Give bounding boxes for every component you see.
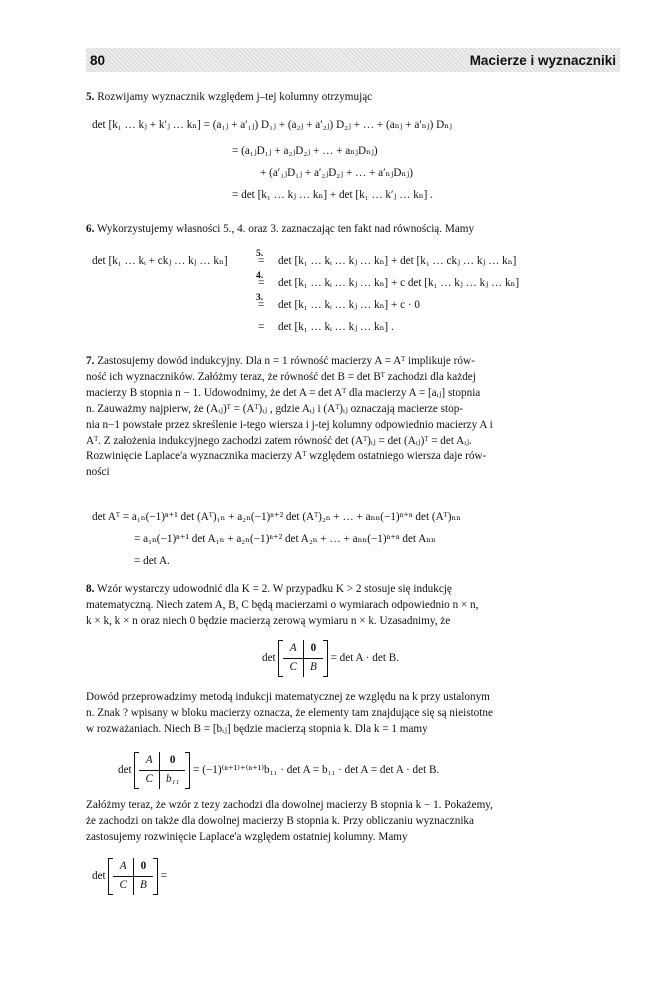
- paragraph-7-line-1: Zastosujemy dowód indukcyjny. Dla n = 1 równość macierzy A = Aᵀ implikuje rów-: [97, 355, 475, 367]
- det-label-3: det: [92, 869, 106, 882]
- paragraph-8: [86, 582, 620, 630]
- block-matrix-1: [278, 640, 327, 677]
- equation-6-label-3: 3.: [256, 293, 264, 303]
- equation-7-line-2: = a₁ₙ(−1)ⁿ⁺¹ det A₁ₙ + a₂ₙ(−1)ⁿ⁺² det A₂ₙ + … + aₙₙ(−1)ⁿ⁺ⁿ det Aₙₙ: [134, 533, 436, 545]
- block3-b: B: [139, 878, 147, 891]
- block2-b11: b₁₁: [165, 772, 180, 785]
- equation-8-block: [262, 640, 399, 677]
- equation-7-line-1: det Aᵀ = a₁ₙ(−1)ⁿ⁺¹ det (Aᵀ)₁ₙ + a₂ₙ(−1)ⁿ⁺² det (Aᵀ)₂ₙ + … + aₙₙ(−1)ⁿ⁺ⁿ det (Aᵀ)ₙₙ: [92, 511, 462, 523]
- paragraph-8c-line-1: Załóżmy teraz, że wzór z tezy zachodzi dla dowolnej macierzy B stopnia k − 1. Pokażemy,: [86, 799, 493, 811]
- equation-8-final: [92, 858, 167, 895]
- paragraph-8b-line-3: w rozważaniach. Niech B = [bᵢⱼ] będzie macierzą stopnia k. Dla k = 1 mamy: [86, 722, 428, 735]
- paragraph-8c-line-2: że zachodzi on także dla dowolnej macierzy B stopnia k. Przy obliczaniu wyznacznika: [86, 814, 474, 827]
- paragraph-8-line-3: k × k, k × n oraz niech 0 będzie macierzą zerową wymiaru n × k. Uzasadnimy, że: [86, 614, 451, 627]
- item-number-6: 6.: [86, 223, 95, 235]
- paragraph-7-line-5: nia n−1 powstałe przez skreślenie i-tego wiersza i j-tej kolumny odpowiednio macierzy A i: [86, 418, 493, 431]
- paragraph-8b-line-2: n. Znak ? wpisany w bloku macierzy oznacza, że elementy tam znajdujące się są nieistotne: [86, 706, 493, 719]
- block-zero: 0: [304, 640, 323, 659]
- paragraph-8c: [86, 798, 620, 846]
- equation-6-label-4: 4.: [256, 271, 264, 281]
- equation-5-line-2: = (a₁ⱼD₁ⱼ + a₂ⱼD₂ⱼ + … + aₙⱼDₙⱼ): [232, 145, 378, 157]
- equation-6: det [k₁ … kᵢ + ckⱼ … kⱼ … kₙ] 5. = det [k₁ … kᵢ … kⱼ … kₙ] + det [k₁ … ckⱼ … kⱼ … kₙ] 4. = det [k₁ … kᵢ … kⱼ … kₙ] + c det [k₁ … kⱼ … kⱼ … kₙ] 3. = det [k₁ … kᵢ … kⱼ … kₙ] + c · 0 = det [k₁ … kᵢ … kⱼ … kₙ] .: [92, 254, 622, 344]
- equation-8-rhs: = det A · det B.: [330, 651, 400, 664]
- equation-6-lhs: det [k₁ … kᵢ + ckⱼ … kⱼ … kₙ]: [92, 255, 228, 267]
- paragraph-5: [86, 90, 620, 106]
- paragraph-5-text: Rozwijamy wyznacznik względem j–tej kolumny otrzymując: [97, 91, 373, 103]
- chapter-title: Macierze i wyznaczniki: [469, 53, 616, 68]
- equation-6-line-3: det [k₁ … kᵢ … kⱼ … kₙ] + c · 0: [278, 299, 420, 311]
- paragraph-7-line-7: Rozwinięcie Laplace'a wyznacznika macierzy Aᵀ względem ostatniego wiersza daje rów-: [86, 450, 487, 463]
- paragraph-8-line-1: Wzór wystarczy udowodnić dla K = 2. W przypadku K > 2 stosuje się indukcję: [97, 583, 452, 595]
- paragraph-8c-line-3: zastosujemy rozwinięcie Laplace'a względem ostatniej kolumny. Mamy: [86, 830, 408, 843]
- equation-6-line-1: det [k₁ … kᵢ … kⱼ … kₙ] + det [k₁ … ckⱼ … kⱼ … kₙ]: [278, 255, 517, 267]
- equation-8-k1: [118, 752, 439, 789]
- block3-c: C: [113, 877, 133, 895]
- item-number-5: 5.: [86, 91, 95, 103]
- det-label-1: det: [262, 651, 276, 664]
- item-number-7: 7.: [86, 355, 95, 367]
- block-matrix-3: [108, 858, 157, 895]
- block-matrix-2: [134, 752, 190, 789]
- paragraph-7-line-2: ność ich wyznaczników. Załóżmy teraz, że równość det B = det Bᵀ zachodzi dla każdej: [86, 370, 476, 383]
- det-label-2: det: [118, 763, 132, 776]
- block2-zero: 0: [160, 752, 185, 771]
- equation-5-line-1: det [k₁ … kⱼ + k′ⱼ … kₙ] = (a₁ⱼ + a′₁ⱼ) D₁ⱼ + (a₂ⱼ + a′₂ⱼ) D₂ⱼ + … + (aₙⱼ + a′ₙⱼ) Dₙⱼ: [92, 119, 452, 131]
- page-number: 80: [90, 53, 106, 68]
- paragraph-8b-line-1: Dowód przeprowadzimy metodą indukcji matematycznej ze względu na k przy ustalonym: [86, 691, 490, 703]
- equation-5-line-3: + (a′₁ⱼD₁ⱼ + a′₂ⱼD₂ⱼ + … + a′ₙⱼDₙⱼ): [260, 167, 413, 179]
- paragraph-8-line-2: matematyczną. Niech zatem A, B, C będą macierzami o wymiarach odpowiednio n × n,: [86, 598, 479, 611]
- paragraph-7-line-8: ności: [86, 466, 110, 479]
- equation-5-line-4: = det [k₁ … kⱼ … kₙ] + det [k₁ … k′ⱼ … kₙ] .: [232, 189, 433, 201]
- paragraph-7-line-6: Aᵀ. Z założenia indukcyjnego zachodzi zatem równość det (Aᵀ)ᵢⱼ = det (Aᵢⱼ)ᵀ = det Aᵢⱼ.: [86, 434, 472, 447]
- equation-6-line-2: det [k₁ … kᵢ … kⱼ … kₙ] + c det [k₁ … kⱼ … kⱼ … kₙ]: [278, 277, 520, 289]
- equation-7-line-3: = det A.: [134, 555, 170, 567]
- paragraph-7-line-4: n. Zauważmy najpierw, że (Aᵢⱼ)ᵀ = (Aᵀ)ᵢⱼ , gdzie Aᵢⱼ i (Aᵀ)ᵢⱼ oznaczają macierze stop-: [86, 402, 464, 415]
- paragraph-6-text: Wykorzystujemy własności 5., 4. oraz 3. zaznaczając ten fakt nad równością. Mamy: [97, 223, 475, 235]
- equation-6-label-5: 5.: [256, 249, 264, 259]
- block3-a: A: [113, 858, 133, 877]
- block2-a: A: [139, 752, 159, 771]
- block-c: C: [283, 659, 303, 677]
- equation-7: [92, 510, 622, 572]
- block3-zero: 0: [134, 858, 153, 877]
- paragraph-7-line-3: macierzy B stopnia n − 1. Udowodnimy, że det A = det Aᵀ dla macierzy A = [aᵢⱼ] stopnia: [86, 386, 481, 399]
- equation-8-final-rhs: =: [160, 869, 167, 882]
- item-number-8: 8.: [86, 583, 95, 595]
- equation-6-line-4: det [k₁ … kᵢ … kⱼ … kₙ] .: [278, 321, 394, 333]
- equation-5: [92, 118, 622, 210]
- block-b: B: [309, 660, 317, 673]
- paragraph-8b: [86, 690, 620, 738]
- paragraph-7: [86, 354, 620, 481]
- running-header: [86, 48, 620, 72]
- block-a: A: [283, 640, 303, 659]
- equation-8-k1-rhs: = (−1)⁽ⁿ⁺¹⁾⁺⁽ⁿ⁺¹⁾b₁₁ · det A = b₁₁ · det A = det A · det B.: [193, 763, 440, 776]
- block2-c: C: [139, 771, 159, 789]
- paragraph-6: [86, 222, 620, 238]
